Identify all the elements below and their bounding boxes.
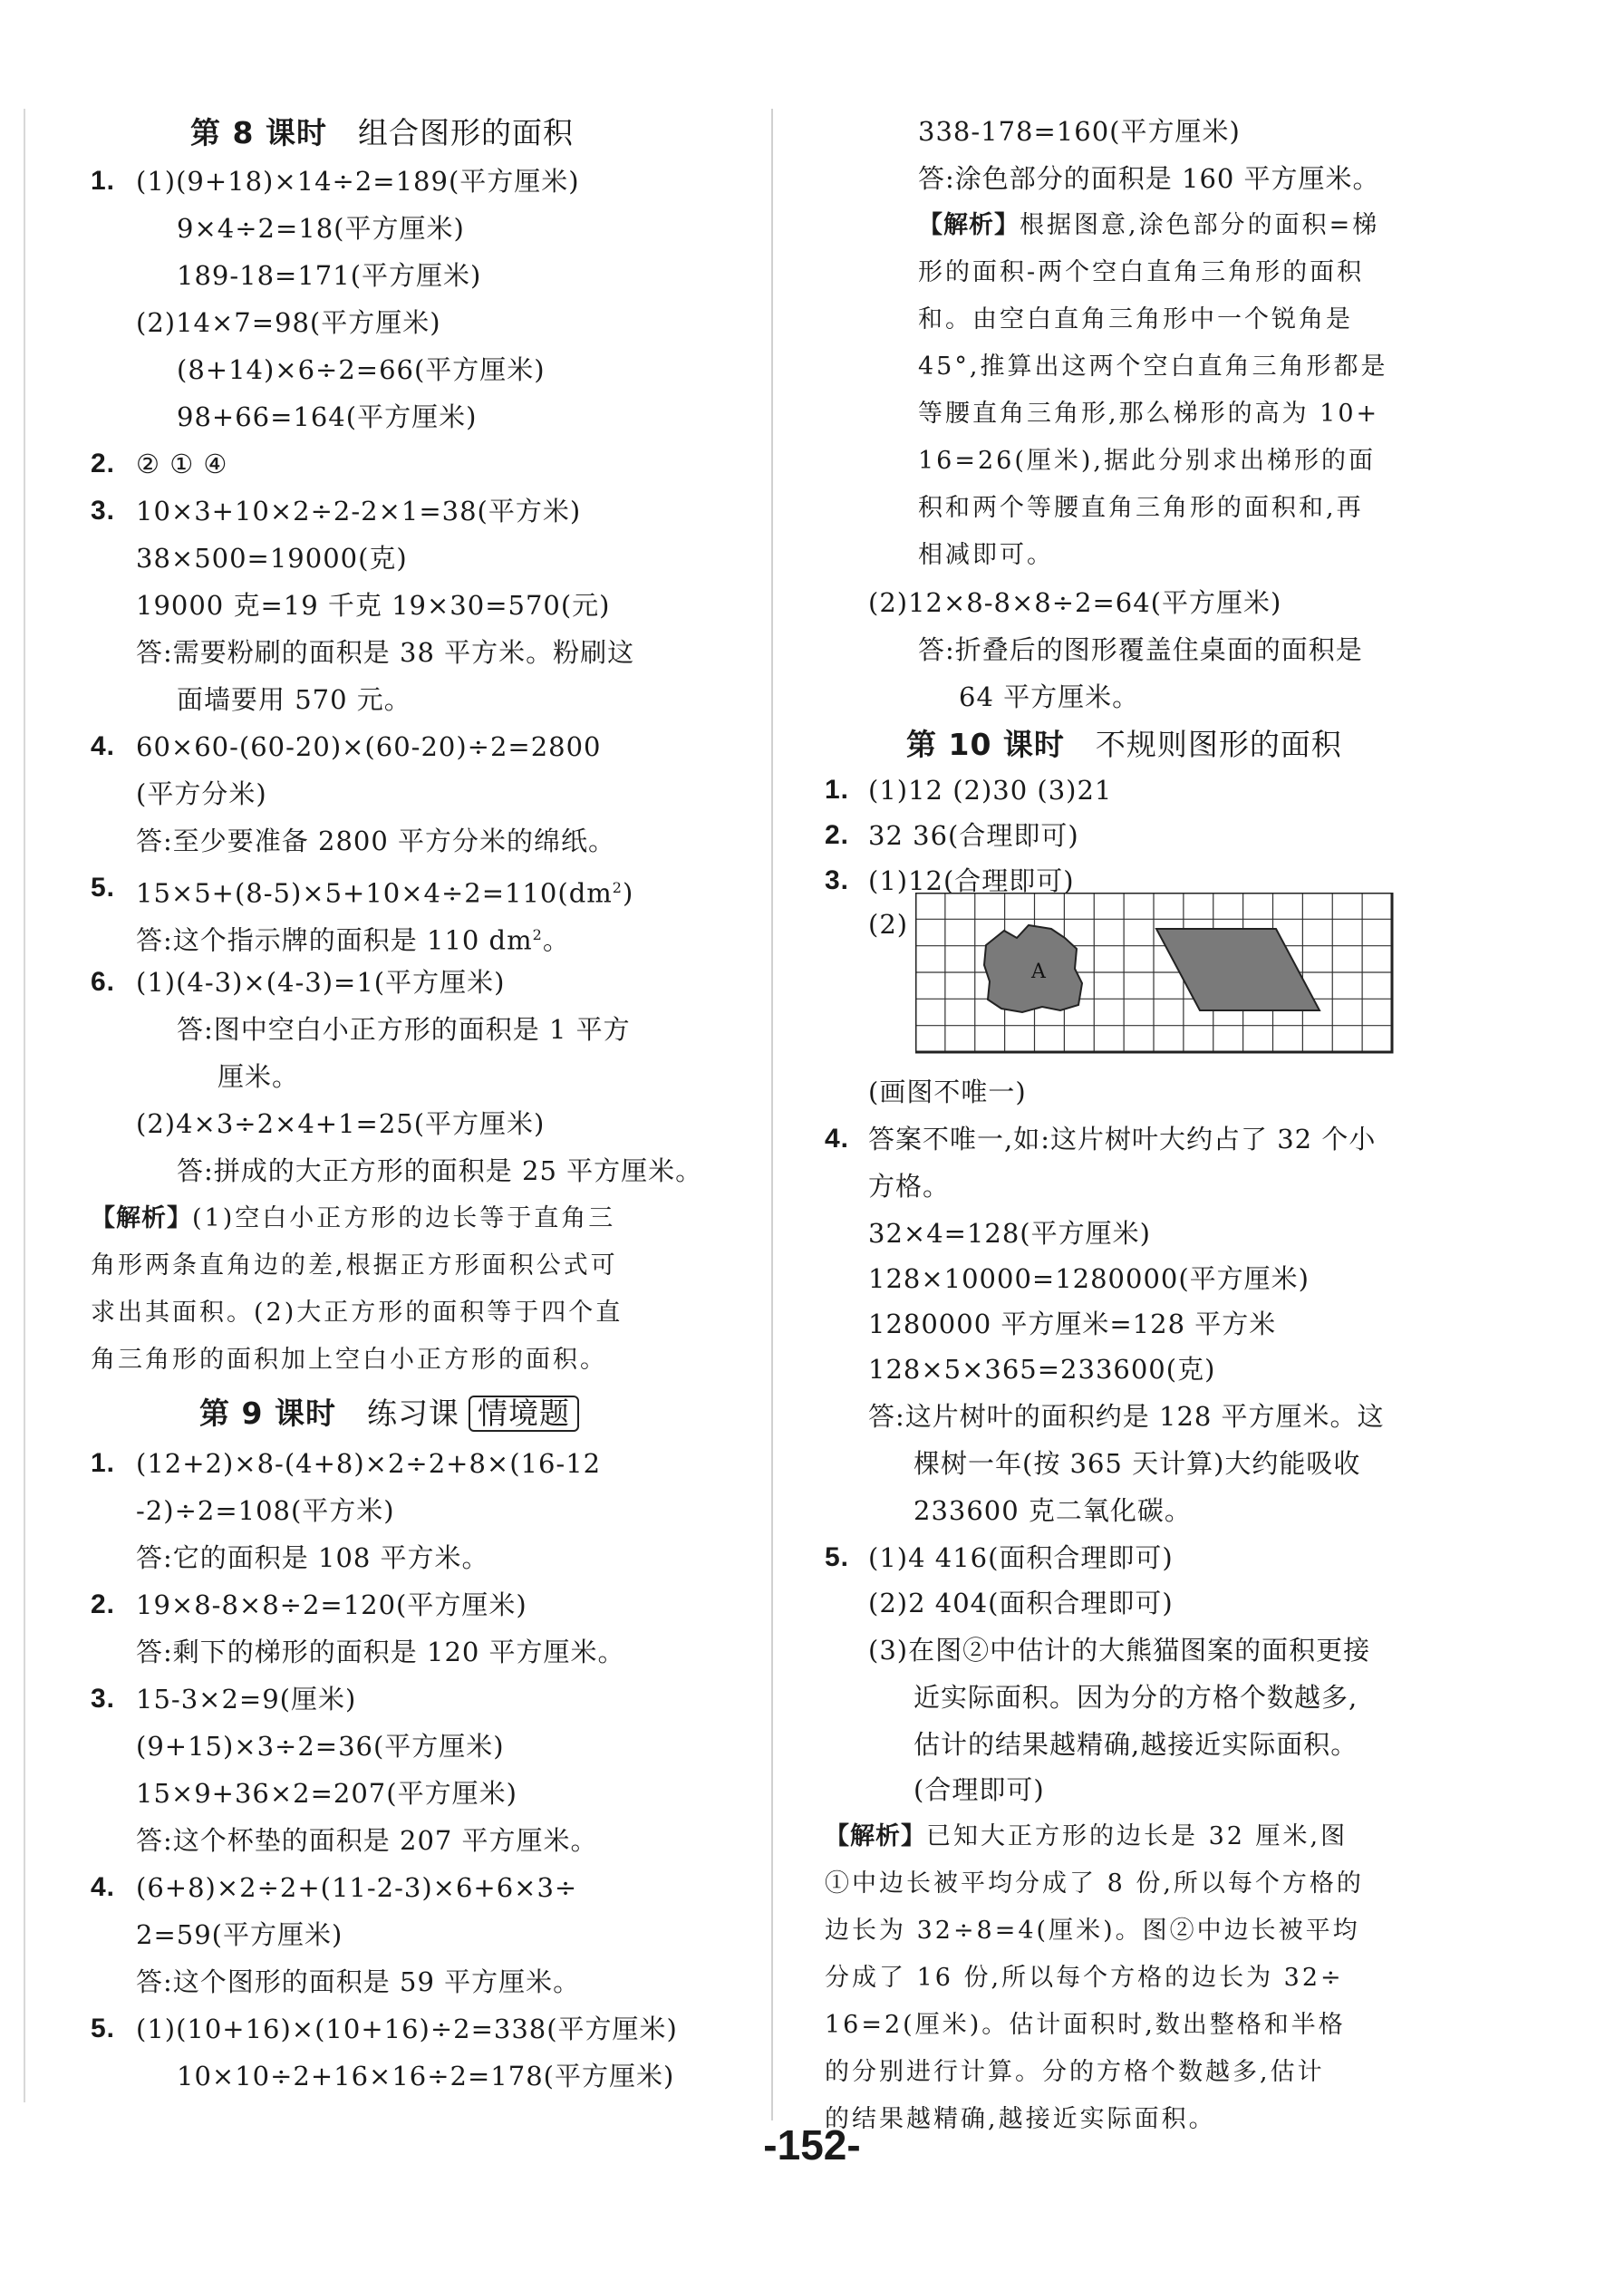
analysis-line: 求出其面积。(2)大正方形的面积等于四个直 [91, 1299, 624, 1327]
answer-line: 15×9+36×2=207(平方厘米) [136, 1778, 517, 1809]
answer-line: (1)(10+16)×(10+16)÷2=338(平方厘米) [136, 2014, 678, 2044]
answer-text: 答:这个指示牌的面积是 110 dm [136, 924, 533, 956]
analysis-text: (1)空白小正方形的边长等于直角三 [192, 1204, 616, 1232]
answer-line: 10×3+10×2÷2-2×1=38(平方米) [136, 496, 582, 526]
analysis-line: 角三角形的面积加上空白小正方形的面积。 [91, 1346, 607, 1374]
answer-line [136, 917, 570, 959]
answer-line: 答案不唯一,如:这片树叶大约占了 32 个小 [868, 1124, 1377, 1154]
question-number: 2. [91, 1589, 116, 1619]
answer-line: 9×4÷2=18(平方厘米) [177, 213, 465, 244]
answer-line: (1)(4-3)×(4-3)=1(平方厘米) [136, 967, 506, 998]
superscript: 2 [532, 926, 543, 943]
analysis-line [825, 1819, 1348, 1855]
answer-line: 答:至少要准备 2800 平方分米的绵纸。 [136, 826, 616, 856]
analysis-label: 【解析】 [918, 211, 1020, 239]
analysis-line: 16=26(厘米),据此分别求出梯形的面 [918, 447, 1376, 475]
analysis-line: 分成了 16 份,所以每个方格的边长为 32÷ [825, 1964, 1344, 1992]
answer-line: 32×4=128(平方厘米) [868, 1218, 1151, 1249]
context-question-badge: 情境题 [469, 1396, 579, 1432]
answer-line: -2)÷2=108(平方米) [136, 1495, 395, 1526]
question-number: 4. [91, 731, 116, 761]
answer-line: 答:剩下的梯形的面积是 120 平方厘米。 [136, 1637, 625, 1667]
answer-line: (2) [868, 909, 909, 940]
question-number: 5. [91, 2014, 116, 2043]
answer-line: 答:图中空白小正方形的面积是 1 平方 [177, 1014, 631, 1045]
analysis-line: 相减即可。 [918, 541, 1054, 569]
question-number: 1. [825, 775, 850, 805]
grid-figure [915, 893, 1396, 1059]
analysis-line: 的分别进行计算。分的方格个数越多,估计 [825, 2058, 1325, 2086]
answer-line: (9+15)×3÷2=36(平方厘米) [136, 1731, 505, 1762]
answer-line: 128×5×365=233600(克) [868, 1354, 1216, 1385]
question-number: 5. [825, 1542, 850, 1572]
answer-line: 19000 克=19 千克 19×30=570(元) [136, 590, 611, 621]
question-number: 1. [91, 166, 116, 196]
question-number: 2. [825, 820, 850, 850]
lesson-title: 第 8 课时 [190, 115, 327, 150]
answer-line: 方格。 [868, 1171, 951, 1202]
answer-line: 答:涂色部分的面积是 160 平方厘米。 [918, 163, 1380, 194]
answer-line: (3)在图②中估计的大熊猫图案的面积更接 [868, 1635, 1371, 1666]
question-number: 4. [825, 1124, 850, 1154]
superscript: 2 [612, 879, 623, 896]
analysis-line: 45°,推算出这两个空白直角三角形都是 [918, 353, 1388, 381]
answer-line: 32 36(合理即可) [868, 820, 1079, 851]
analysis-line: 的结果越精确,越接近实际面积。 [825, 2105, 1216, 2133]
answer-line: 答:折叠后的图形覆盖住桌面的面积是 [918, 634, 1363, 665]
question-number: 2. [91, 449, 116, 478]
analysis-line [91, 1201, 615, 1237]
lesson-title: 第 9 课时 [199, 1396, 336, 1431]
answer-line: 答:这个杯垫的面积是 207 平方厘米。 [136, 1825, 598, 1856]
answer-line: (1)12(合理即可) [868, 865, 1075, 896]
lesson-subtitle: 练习课 [366, 1396, 459, 1431]
answer-line: (1)(9+18)×14÷2=189(平方厘米) [136, 166, 580, 197]
column-divider [771, 109, 773, 2120]
analysis-line: 角形两条直角边的差,根据正方形面积公式可 [91, 1251, 618, 1280]
answer-line: 棵树一年(按 365 天计算)大约能吸收 [914, 1448, 1361, 1479]
analysis-label: 【解析】 [825, 1822, 926, 1850]
answer-line: (8+14)×6÷2=66(平方厘米) [177, 354, 546, 385]
answer-line: 98+66=164(平方厘米) [177, 401, 478, 432]
lesson-10-heading [906, 725, 1342, 765]
lesson-subtitle: 组合图形的面积 [357, 115, 574, 150]
answer-line: (2)14×7=98(平方厘米) [136, 307, 441, 338]
answer-line: 60×60-(60-20)×(60-20)÷2=2800 [136, 731, 602, 762]
answer-line: 19×8-8×8÷2=120(平方厘米) [136, 1589, 527, 1620]
analysis-line: ①中边长被平均分成了 8 份,所以每个方格的 [825, 1869, 1364, 1898]
question-number: 5. [91, 873, 116, 903]
analysis-line [918, 208, 1379, 244]
answer-line: (合理即可) [914, 1774, 1045, 1805]
answer-line: (2)12×8-8×8÷2=64(平方厘米) [868, 587, 1282, 618]
parallelogram-shape [1156, 929, 1320, 1010]
answer-line: (平方分米) [136, 778, 267, 809]
lesson-subtitle: 不规则图形的面积 [1095, 727, 1342, 762]
answer-line: (6+8)×2÷2+(11-2-3)×6+6×3÷ [136, 1872, 578, 1903]
answer-line: 近实际面积。因为分的方格个数越多, [914, 1682, 1358, 1713]
answer-line: (1)4 416(面积合理即可) [868, 1542, 1174, 1573]
question-number: 3. [91, 496, 116, 526]
answer-text: 15×5+(8-5)×5+10×4÷2=110(dm [136, 877, 613, 909]
lesson-9-heading [199, 1394, 579, 1434]
answer-line: 估计的结果越精确,越接近实际面积。 [914, 1729, 1358, 1760]
question-number: 3. [825, 865, 850, 895]
answer-line: (2)2 404(面积合理即可) [868, 1588, 1174, 1618]
question-number: 3. [91, 1684, 116, 1714]
question-number: 6. [91, 967, 116, 997]
answer-line: (1)12 (2)30 (3)21 [868, 775, 1113, 806]
question-number: 1. [91, 1448, 116, 1478]
analysis-line: 等腰直角三角形,那么梯形的高为 10+ [918, 400, 1380, 428]
left-margin-rule [24, 109, 25, 2102]
analysis-line: 和。由空白直角三角形中一个锐角是 [918, 305, 1353, 333]
answer-line: 15-3×2=9(厘米) [136, 1684, 357, 1715]
answer-line: 2=59(平方厘米) [136, 1919, 343, 1950]
answer-line [136, 870, 633, 912]
answer-line: 答:拼成的大正方形的面积是 25 平方厘米。 [177, 1155, 703, 1186]
answer-line: (12+2)×8-(4+8)×2÷2+8×(16-12 [136, 1448, 602, 1479]
analysis-line: 形的面积-两个空白直角三角形的面积 [918, 258, 1365, 286]
analysis-line: 边长为 32÷8=4(厘米)。图②中边长被平均 [825, 1917, 1360, 1945]
page-number: -152- [763, 2121, 861, 2169]
answer-line: 233600 克二氧化碳。 [914, 1495, 1192, 1526]
answer-line: 64 平方厘米。 [959, 681, 1140, 712]
analysis-line: 16=2(厘米)。估计面积时,数出整格和半格 [825, 2011, 1346, 2039]
question-number: 4. [91, 1872, 116, 1902]
analysis-line: 积和两个等腰直角三角形的面积和,再 [918, 494, 1364, 522]
answer-line: 189-18=171(平方厘米) [177, 260, 482, 291]
answer-line: (画图不唯一) [868, 1077, 1027, 1107]
analysis-text: 根据图意,涂色部分的面积=梯 [1020, 211, 1380, 239]
answer-line: 38×500=19000(克) [136, 543, 408, 574]
lesson-8-heading [190, 113, 574, 153]
shape-a-label: A [1031, 961, 1046, 983]
answer-line: (2)4×3÷2×4+1=25(平方厘米) [136, 1108, 546, 1139]
analysis-text: 已知大正方形的边长是 32 厘米,图 [926, 1822, 1348, 1850]
answer-line: 厘米。 [218, 1061, 300, 1092]
answer-line: 128×10000=1280000(平方厘米) [868, 1263, 1310, 1294]
answer-line: 面墙要用 570 元。 [177, 684, 411, 715]
answer-line: 答:这片树叶的面积约是 128 平方厘米。这 [868, 1401, 1385, 1432]
answer-line: 338-178=160(平方厘米) [918, 116, 1241, 147]
answer-line: 答:这个图形的面积是 59 平方厘米。 [136, 1966, 581, 1997]
answer-text: 。 [542, 924, 570, 956]
lesson-title: 第 10 课时 [906, 727, 1065, 762]
answer-line: 10×10÷2+16×16÷2=178(平方厘米) [177, 2061, 675, 2091]
analysis-label: 【解析】 [91, 1204, 192, 1232]
grid-figure-svg [915, 893, 1396, 1056]
answer-line: ② ① ④ [136, 449, 228, 479]
answer-text: ) [622, 877, 634, 909]
answer-line: 答:它的面积是 108 平方米。 [136, 1542, 489, 1573]
answer-line: 1280000 平方厘米=128 平方米 [868, 1309, 1277, 1339]
answer-line: 答:需要粉刷的面积是 38 平方米。粉刷这 [136, 637, 635, 668]
